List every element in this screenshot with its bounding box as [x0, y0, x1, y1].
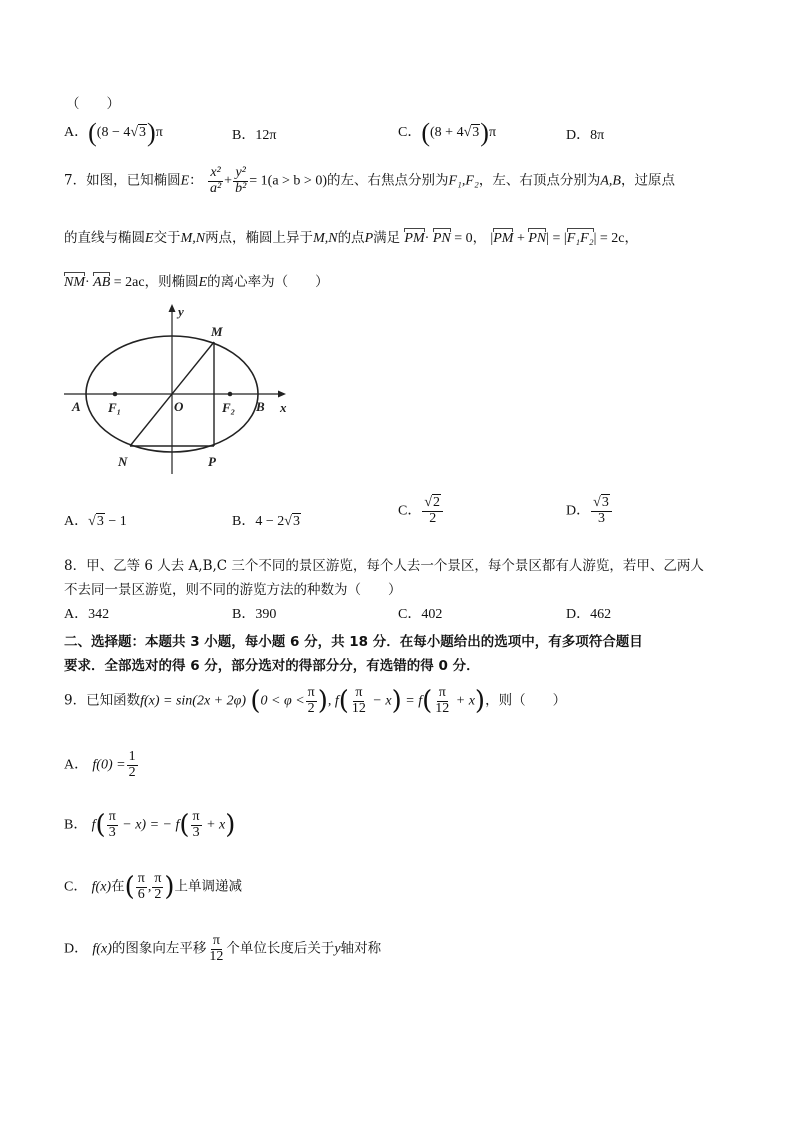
q7-option-c[interactable]: C． $\frac{√2}{2}$ — [398, 496, 444, 526]
label-y: y — [178, 304, 184, 319]
focus-f2-dot — [228, 392, 233, 397]
section-2-heading-line2: 要求．全部选对的得 6 分，部分选对的得部分分，有选错的得 0 分． — [64, 658, 480, 674]
label-p: P — [208, 454, 216, 469]
q9-option-c[interactable]: C． f(x)在( $\frac{\pi}{6}$ , $\frac{\pi}{2}$ )上单调递减 — [64, 871, 243, 903]
q7-x-fraction: $\frac{\text{x²}}{\text{a²}}$ — [209, 165, 222, 196]
q6-option-a[interactable]: A．((8 − 4√3)π — [64, 118, 163, 147]
q7-stem-line3: NM· AB = 2ac，则椭圆E的离心率为（ ） — [64, 274, 329, 290]
q7-stem-line2: 的直线与椭圆E交于M,N两点，椭圆上异于M,N的点P满足 PM· PN = 0， |PM + PN| = |F₁F₂| = 2c， — [64, 230, 639, 246]
label-b: B — [256, 399, 265, 414]
q8-stem-line1: 8．甲、乙等 6 人去 A,B,C 三个不同的景区游览，每个人去一个景区，每个景区都有人游览，若甲、乙两人 — [64, 558, 704, 574]
q6-answer-paren: （ ） — [66, 96, 120, 112]
q8-stem-line2: 不去同一景区游览，则不同的游览方法的种数为（ ） — [64, 582, 402, 598]
focus-f1-dot — [113, 392, 118, 397]
q9-option-b[interactable]: B． f( $\frac{\pi}{3}$ − x) = − f( $\frac{\pi}{3}$ + x) — [64, 809, 236, 841]
label-x: x — [280, 400, 287, 415]
label-a: A — [72, 399, 81, 414]
q7-option-d[interactable]: D． $\frac{√3}{3}$ — [566, 496, 613, 526]
q8-option-d[interactable]: D．462 — [566, 607, 612, 622]
q6-option-c[interactable]: C．((8 + 4√3)π — [398, 118, 497, 147]
q8-option-b[interactable]: B．390 — [232, 607, 277, 622]
q8-option-c[interactable]: C．402 — [398, 607, 443, 622]
q7-ellipse-figure — [60, 300, 300, 480]
label-m: M — [211, 324, 223, 339]
y-axis-arrow — [169, 304, 176, 312]
label-f1: F₁ — [108, 400, 122, 415]
q9-option-a[interactable]: A． f(0) = $\frac{1}{2}$ — [64, 749, 136, 780]
q6-option-b[interactable]: B．12π — [232, 128, 277, 143]
q7-option-a[interactable]: A．√3 − 1 — [64, 514, 127, 529]
x-axis-arrow — [278, 391, 286, 398]
q8-option-a[interactable]: A．342 — [64, 607, 110, 622]
q7-y-fraction: $\frac{\text{y²}}{\text{b²}}$ — [235, 165, 247, 196]
q9-option-d[interactable]: D． f(x)的图象向左平移 $\frac{\pi}{12}$ 个单位长度后关于y轴对称 — [64, 933, 382, 964]
label-o: O — [174, 399, 184, 414]
label-f2: F₂ — [222, 400, 236, 415]
q6-option-d[interactable]: D．8π — [566, 128, 605, 143]
section-2-heading-line1: 二、选择题：本题共 3 小题，每小题 6 分，共 18 分．在每小题给出的选项中，有多项符合题目 — [64, 634, 643, 650]
q9-stem: 9．已知函数f(x) = sin(2x + 2φ) (0 < φ < $\frac{\pi}{2}$ ), f( $\frac{\pi}{12}$ − x) = f( $\frac{\pi}{12}$ + x)，则（ ） — [64, 685, 567, 717]
q7-option-b[interactable]: B．4 − 2√3 — [232, 514, 300, 529]
label-n: N — [118, 454, 128, 469]
q7-stem-line1: 7．如图，已知椭圆E： $\frac{\text{x²}}{\text{a²}}$ + $\frac{\text{y²}}{\text{b²}}$ = 1(a > b > 0)的左、右焦点分别为F₁,F₂，左、右顶点分别为A,B，过原点 — [64, 165, 675, 196]
